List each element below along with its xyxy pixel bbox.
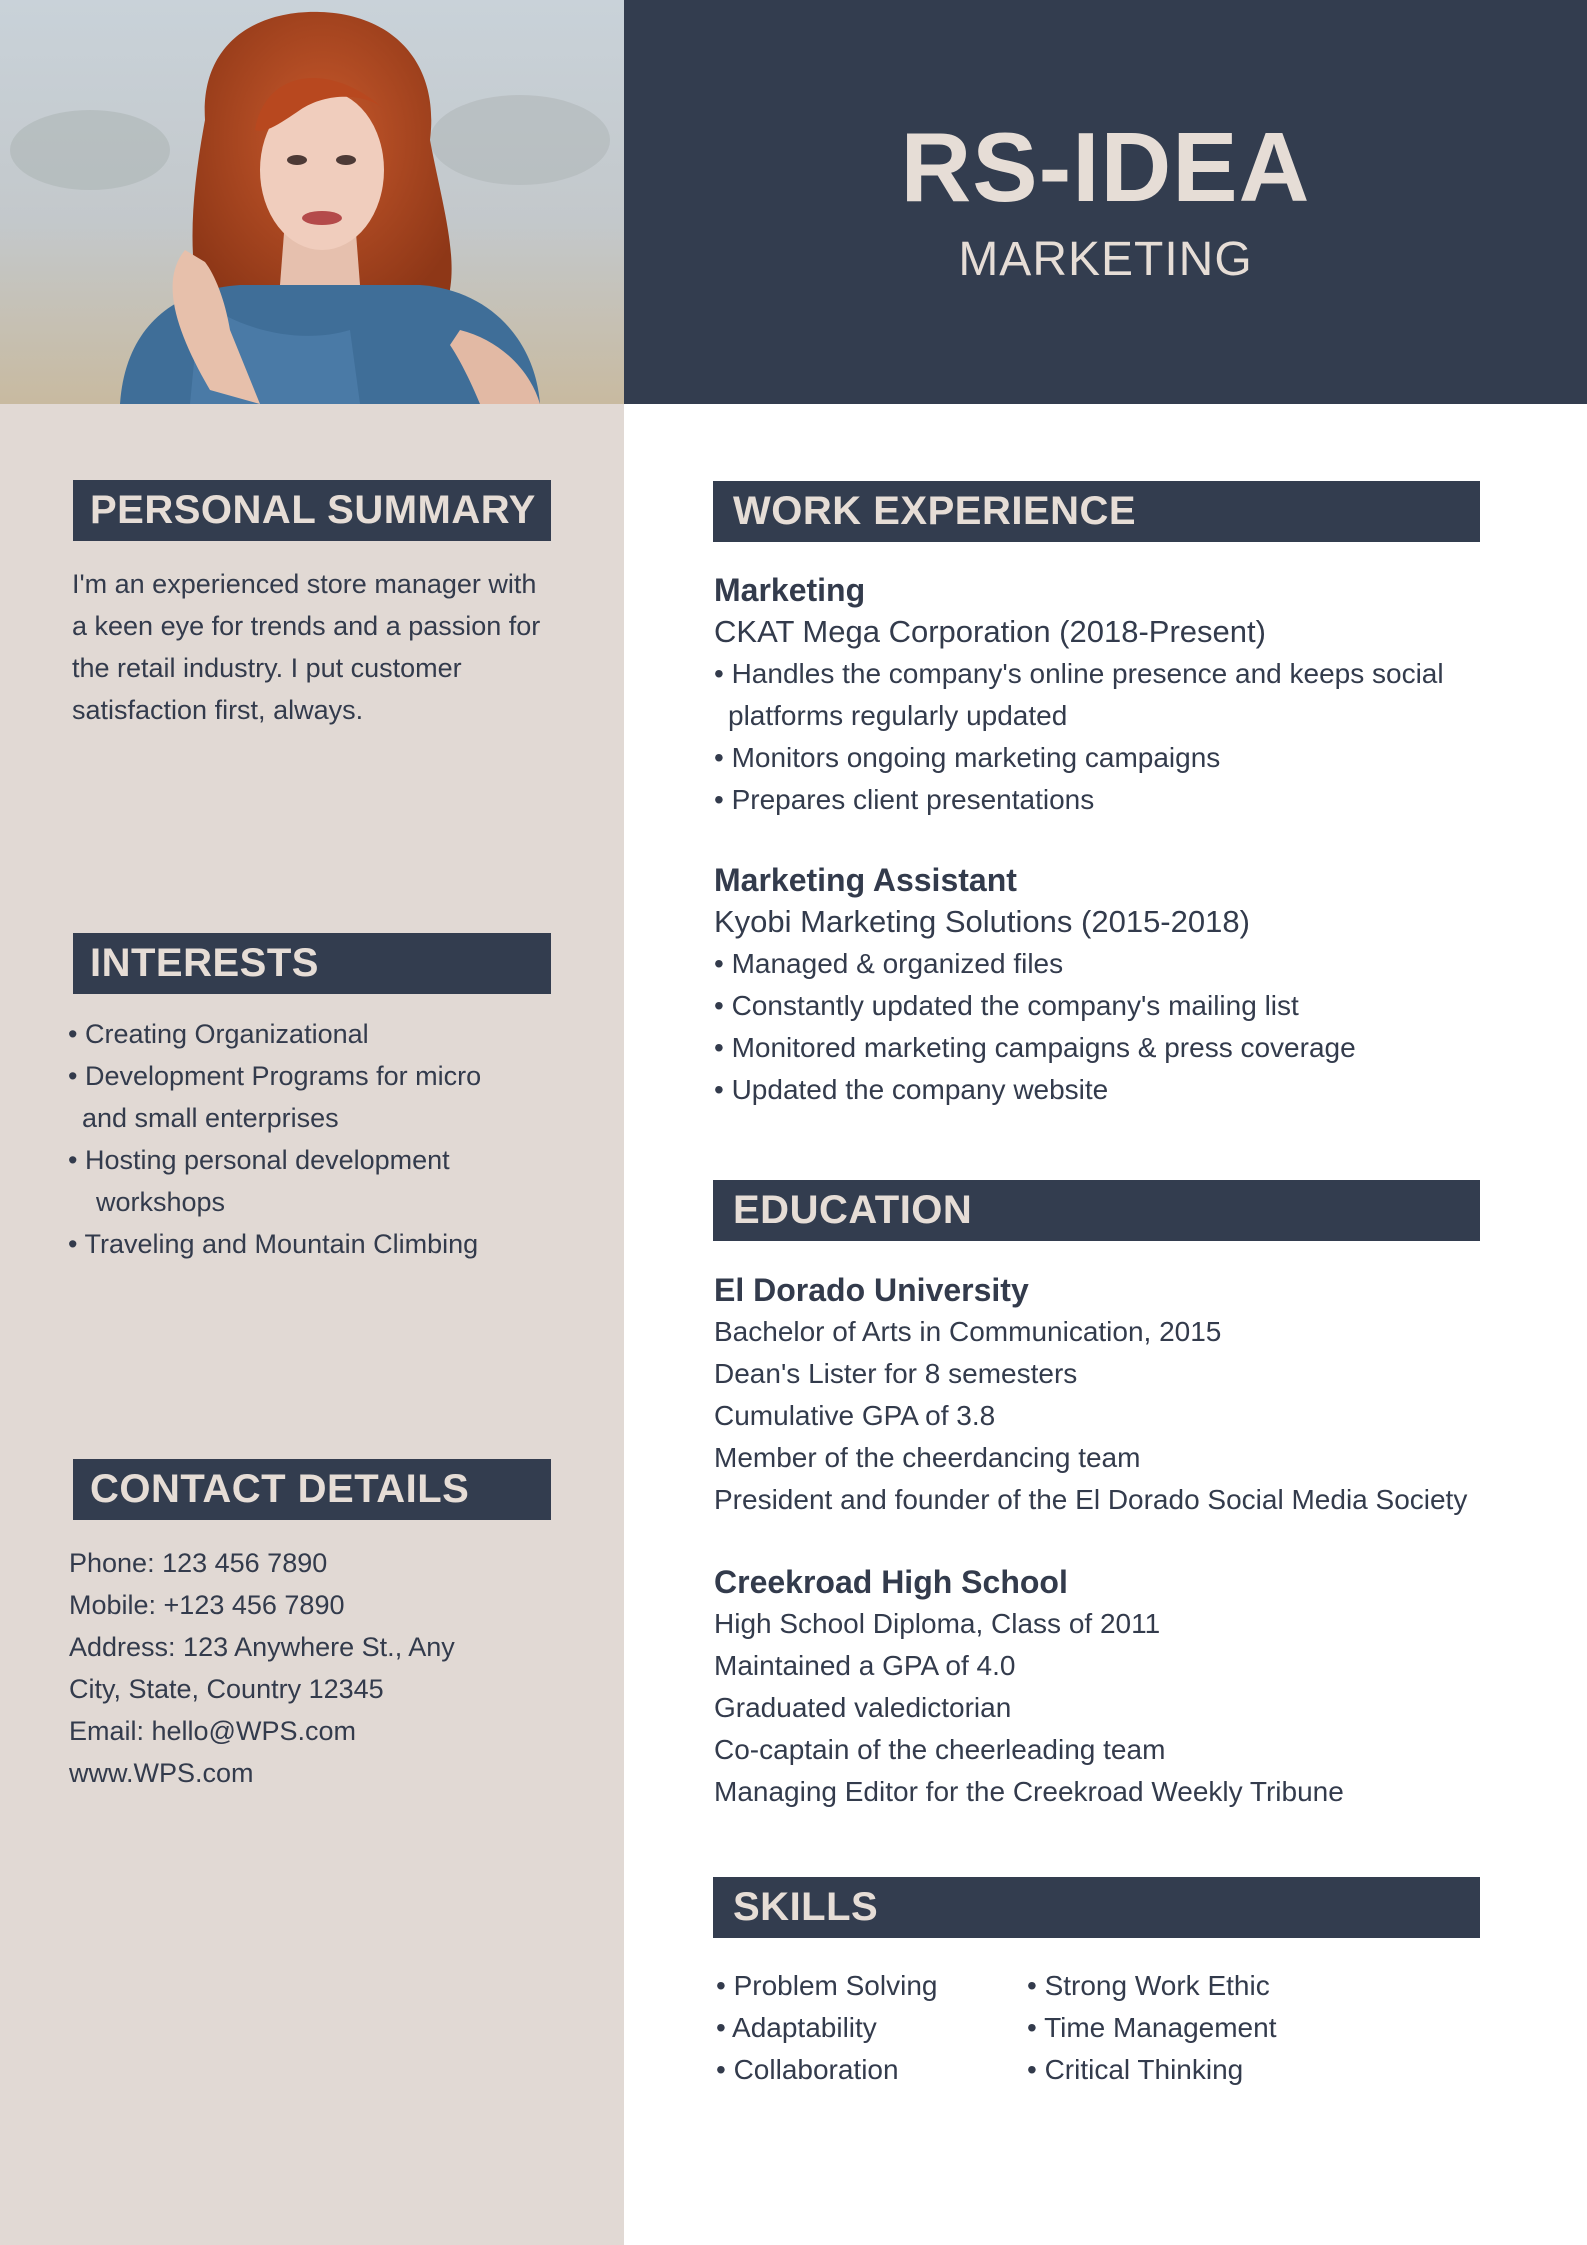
job-title: Marketing Assistant bbox=[714, 862, 1017, 898]
skill-item: • Adaptability bbox=[716, 2012, 877, 2043]
contact-mobile: Mobile: +123 456 7890 bbox=[69, 1590, 345, 1620]
skills-column-1 bbox=[716, 1965, 937, 2091]
job-bullet: • Constantly updated the company's mailing list bbox=[714, 990, 1299, 1021]
job-bullet: platforms regularly updated bbox=[728, 700, 1068, 731]
interest-item: and small enterprises bbox=[82, 1103, 339, 1133]
school-detail: Bachelor of Arts in Communication, 2015 bbox=[714, 1316, 1222, 1347]
skill-item: • Critical Thinking bbox=[1027, 2054, 1244, 2085]
interest-item: • Hosting personal development bbox=[68, 1145, 450, 1175]
job-entry bbox=[714, 569, 1444, 821]
contact-address: Address: 123 Anywhere St., Any bbox=[69, 1632, 455, 1662]
skill-item: • Collaboration bbox=[716, 2054, 899, 2085]
interest-item: • Creating Organizational bbox=[68, 1019, 369, 1049]
education-heading: EDUCATION bbox=[713, 1180, 1480, 1241]
job-organization: Kyobi Marketing Solutions (2015-2018) bbox=[714, 904, 1250, 939]
candidate-name: RS-IDEA bbox=[900, 112, 1311, 222]
school-entry bbox=[714, 1561, 1344, 1813]
school-detail: Graduated valedictorian bbox=[714, 1692, 1012, 1723]
job-bullet: • Prepares client presentations bbox=[714, 784, 1095, 815]
personal-summary-text bbox=[72, 563, 540, 731]
job-bullet: • Managed & organized files bbox=[714, 948, 1064, 979]
job-bullet: • Monitors ongoing marketing campaigns bbox=[714, 742, 1221, 773]
summary-line: satisfaction first, always. bbox=[72, 695, 364, 725]
skills-column-2 bbox=[1027, 1965, 1276, 2091]
school-detail: Member of the cheerdancing team bbox=[714, 1442, 1141, 1473]
skills-heading: SKILLS bbox=[713, 1877, 1480, 1938]
header-panel bbox=[624, 0, 1587, 404]
summary-line: I'm an experienced store manager with bbox=[72, 569, 537, 599]
school-detail: Maintained a GPA of 4.0 bbox=[714, 1650, 1016, 1681]
interest-item: • Traveling and Mountain Climbing bbox=[68, 1229, 479, 1259]
contact-website: www.WPS.com bbox=[69, 1758, 254, 1788]
contact-email: Email: hello@WPS.com bbox=[69, 1716, 356, 1746]
school-name: Creekroad High School bbox=[714, 1564, 1068, 1600]
school-detail: President and founder of the El Dorado Social Media Society bbox=[714, 1484, 1468, 1515]
contact-details bbox=[69, 1542, 455, 1794]
interests-heading: INTERESTS bbox=[73, 933, 551, 994]
candidate-role: MARKETING bbox=[958, 233, 1253, 286]
school-name: El Dorado University bbox=[714, 1272, 1029, 1308]
interests-list bbox=[68, 1013, 481, 1265]
skill-item: • Problem Solving bbox=[716, 1970, 938, 2001]
personal-summary-heading: PERSONAL SUMMARY bbox=[73, 480, 551, 541]
job-bullet: • Updated the company website bbox=[714, 1074, 1109, 1105]
contact-address: City, State, Country 12345 bbox=[69, 1674, 384, 1704]
school-detail: Dean's Lister for 8 semesters bbox=[714, 1358, 1078, 1389]
interest-item: • Development Programs for micro bbox=[68, 1061, 482, 1091]
interest-item: workshops bbox=[96, 1187, 226, 1217]
contact-heading: CONTACT DETAILS bbox=[73, 1459, 551, 1520]
school-detail: Managing Editor for the Creekroad Weekly Tribune bbox=[714, 1776, 1344, 1807]
job-organization: CKAT Mega Corporation (2018-Present) bbox=[714, 614, 1266, 649]
skill-item: • Time Management bbox=[1027, 2012, 1277, 2043]
summary-line: the retail industry. I put customer bbox=[72, 653, 462, 683]
job-bullet: • Handles the company's online presence and keeps social bbox=[714, 658, 1444, 689]
work-experience-heading: WORK EXPERIENCE bbox=[713, 481, 1480, 542]
job-title: Marketing bbox=[714, 572, 866, 608]
school-detail: Co-captain of the cheerleading team bbox=[714, 1734, 1166, 1765]
summary-line: a keen eye for trends and a passion for bbox=[72, 611, 541, 641]
job-bullet: • Monitored marketing campaigns & press coverage bbox=[714, 1032, 1356, 1063]
school-detail: High School Diploma, Class of 2011 bbox=[714, 1608, 1161, 1639]
school-detail: Cumulative GPA of 3.8 bbox=[714, 1400, 996, 1431]
skill-item: • Strong Work Ethic bbox=[1027, 1970, 1270, 2001]
contact-phone: Phone: 123 456 7890 bbox=[69, 1548, 328, 1578]
school-entry bbox=[714, 1269, 1467, 1521]
profile-photo bbox=[0, 0, 624, 404]
job-entry bbox=[714, 859, 1356, 1111]
